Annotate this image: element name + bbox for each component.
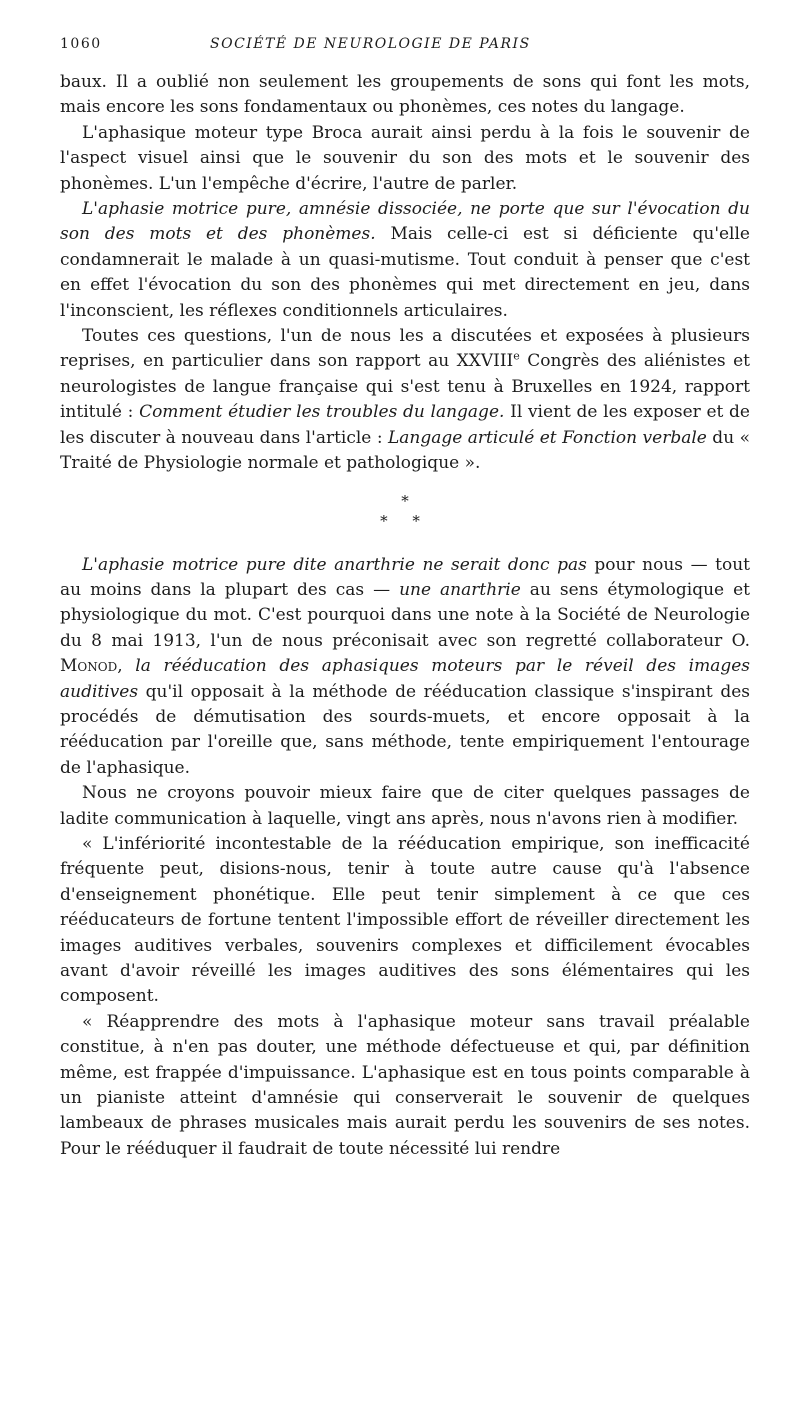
text-run: , bbox=[117, 656, 136, 677]
emphasis-definition: L'aphasie motrice pure, amnésie dissociée, ne porte que sur l'évocation du son des mots et des phonèmes. bbox=[60, 199, 750, 245]
note-title: la rééducation des aphasiques moteurs par le réveil des images auditives bbox=[60, 656, 750, 702]
emphasis-term: une anarthrie bbox=[399, 579, 521, 600]
emphasis-anarthria: L'aphasie motrice pure dite anarthrie ne serait donc pas bbox=[82, 554, 587, 575]
paragraph-citation-intro: Nous ne croyons pouvoir mieux faire que de citer quelques passages de ladite communication à laquelle, vingt ans après, nous n'avons rien à modifier. bbox=[60, 783, 750, 829]
author-name: Monod bbox=[60, 656, 118, 677]
paragraph-motor-aphasia bbox=[60, 197, 750, 324]
text-run: Congrès des aliénistes et neurologistes de langue française qui s'est tenu à Bruxelles en 1924, rapport intitulé : bbox=[60, 351, 750, 423]
paragraph-broca: L'aphasique moteur type Broca aurait ainsi perdu à la fois le souvenir de l'aspect visuel ainsi que le souvenir du son des mots et le souvenir des phonèmes. L'un l'empêche d'écrire, l'autre de parler. bbox=[60, 122, 750, 194]
text-run: pour nous — tout au moins dans la plupart des cas — bbox=[60, 554, 751, 600]
paragraph-quote-1: « L'infériorité incontestable de la rééducation empirique, son inefficacité fréquente peut, disions-nous, tenir à toute autre cause qu'à l'absence d'enseignement phonétique. Elle peut tenir simplement à ce que ces rééducateurs de fortune tentent l'impossible effort de réveiller directement les images auditives verbales, souvenirs complexes et difficilement évocables avant d'avoir réveillé les images auditives des sons élémentaires qui les composent. bbox=[60, 833, 750, 1007]
asterism-bottom: * * bbox=[380, 511, 430, 530]
paragraph-questions bbox=[60, 324, 750, 476]
ordinal-suffix: e bbox=[513, 349, 520, 363]
text-run: Il vient de les exposer et de les discuter à nouveau dans l'article : bbox=[60, 402, 750, 448]
page-number: 1060 bbox=[60, 36, 102, 52]
text-run: du « Traité de Physiologie normale et pathologique ». bbox=[60, 427, 750, 474]
asterism-top: * bbox=[401, 491, 409, 510]
body-text bbox=[60, 70, 750, 1162]
text-run: qu'il opposait à la méthode de rééducation classique s'inspirant des procédés de démutisation des sourds-muets, et encore opposait à la rééducation par l'oreille que, sans méthode, tente empiriquement l'entourage de l'aphasique. bbox=[60, 681, 750, 778]
page-header bbox=[60, 36, 740, 58]
text-run: Mais celle-ci est si déficiente qu'elle condamnerait le malade à un quasi-mutisme. Tout conduit à penser que c'est en effet l'évocation du son des phonèmes qui met directement en jeu, dans l'inconscient, les réflexes conditionnels articulaires. bbox=[60, 224, 750, 321]
paragraph-quote-2: « Réapprendre des mots à l'aphasique moteur sans travail préalable constitue, à n'en pas douter, une méthode défectueuse et qui, par définition même, est frappée d'impuissance. L'aphasique est en tous points comparable à un pianiste atteint d'amnésie qui conserverait le souvenir de quelques lambeaux de phrases musicales mais aurait perdu les souvenirs de ses notes. Pour le rééduquer il faudrait de toute nécessité lui rendre bbox=[60, 1011, 750, 1159]
article-title: Langage articulé et Fonction verbale bbox=[388, 427, 707, 448]
text-run: au sens étymologique et physiologique du mot. C'est pourquoi dans une note à la Société de Neurologie du 8 mai 1913, l'un de nous préconisait avec son regretté collaborateur O. bbox=[60, 579, 750, 651]
report-title: Comment étudier les troubles du langage. bbox=[139, 402, 505, 423]
running-title: SOCIÉTÉ DE NEUROLOGIE DE PARIS bbox=[210, 36, 531, 52]
text-run: Toutes ces questions, l'un de nous les a discutées et exposées à plusieurs reprises, en particulier dans son rapport au XXVIII bbox=[60, 326, 750, 372]
paragraph-continuation: baux. Il a oublié non seulement les groupements de sons qui font les mots, mais encore les sons fondamentaux ou phonèmes, ces notes du langage. bbox=[60, 72, 750, 118]
section-separator bbox=[60, 477, 750, 553]
paragraph-anarthria bbox=[60, 553, 750, 782]
